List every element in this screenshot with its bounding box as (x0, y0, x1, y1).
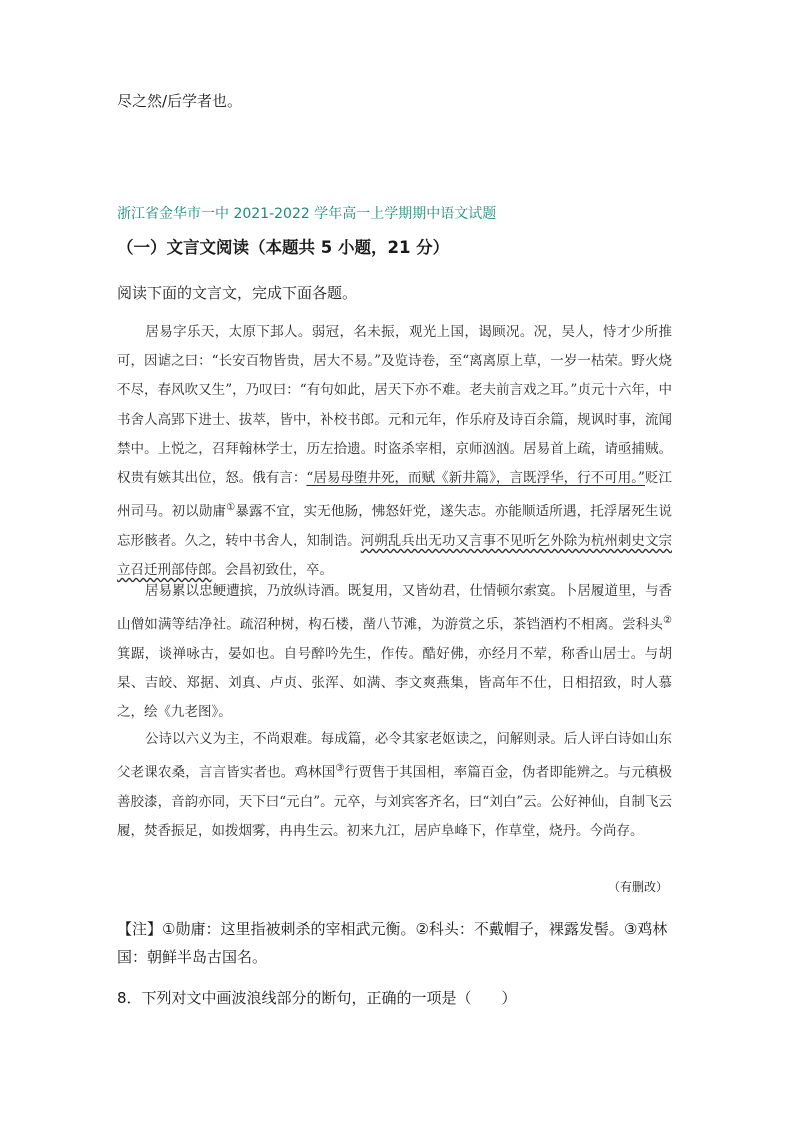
passage-text: 公诗以六义为主，不尚艰难。每成篇，必令其家老妪读之，问解则录。后人评白诗如山东父老课农桑，言言皆实者也。鸡林国 (117, 731, 672, 781)
passage-paragraph-3 (117, 725, 672, 846)
passage-text: 居易累以忠鲠遭摈，乃放纵诗酒。既复用，又皆幼君，仕情顿尔索寞。卜居履道里，与香山僧如满等结净社。疏沼种树，构石楼，凿八节滩，为游赏之乐，茶铛酒杓不相离。尝科头 (117, 583, 672, 633)
reading-instruction: 阅读下面的文言文，完成下面各题。 (117, 284, 358, 302)
passage-paragraph-1 (117, 318, 672, 585)
passage-paragraph-2 (117, 577, 672, 728)
abridged-note: （有删改） (607, 880, 668, 894)
passage-text: 居易字乐天，太原下邽人。弱冠，名未振，观光上国，谒顾况。况，吴人，恃才少所推可，因谑之曰：“长安百物皆贵，居大不易。”及览诗卷，至“离离原上草，一岁一枯荣。野火烧不尽，春风吹又生”，乃叹曰：“有句如此，居天下亦不难。老夫前言戏之耳。”贞元十六年，中书舍人高郢下进士、拔萃，皆中，补校书郎。元和元年，作乐府及诗百余篇，规讽时事，流闻禁中。上悦之，召拜翰林学士，历左拾遗。时盗杀宰相，京师汹汹。居易首上疏，请亟捕贼。权贵有嫉其出位，怒。俄有言： (117, 324, 672, 487)
section-title: （一）文言文阅读（本题共 5 小题，21 分） (117, 238, 450, 257)
underlined-quote: “居易母堕井死，而赋《新井篇》，言既浮华，行不可用。” (306, 470, 645, 487)
passage-text: 暴露不宜，实无他肠，怫怒奸党，遂失志。亦能顺适所遇，托浮屠死生说忘形骸者。久之，转中书舍人，知制诰。 (117, 503, 673, 549)
passage-text: 。会昌初致仕，卒。 (211, 562, 333, 579)
footnote-annotation: 【注】①勋庸：这里指被刺杀的宰相武元衡。②科头：不戴帽子，裸露发髻。③鸡林国：朝鲜半岛古国名。 (117, 920, 668, 966)
passage-text: 箕踞，谈禅咏古，晏如也。自号醉吟先生，作传。酷好佛，亦经月不荤，称香山居士。与胡杲、吉皎、郑据、刘真、卢贞、张浑、如满、李文爽燕集，皆高年不仕，日相招致，时人慕之，绘《九老图》。 (117, 645, 672, 721)
passage-text: 行贾售于其国相，率篇百金，伪者即能辨之。与元稹极善胶漆，音韵亦同，天下曰“元白”。元卒，与刘宾客齐名，曰“刘白”云。公好神仙，自制飞云履，焚香振足，如拨烟雾，冉冉生云。初来九江，居庐阜峰下，作草堂，烧丹。今尚存。 (117, 764, 673, 840)
passage-text: 贬江州司马。初以勋庸 (117, 470, 673, 520)
question-8: 8．下列对文中画波浪线部分的断句，正确的一项是（ ） (117, 989, 517, 1007)
exam-source-heading: 浙江省金华市一中 2021-2022 学年高一上学期期中语文试题 (117, 206, 497, 222)
note-marker-2: ② (663, 615, 672, 627)
note-marker-1: ① (226, 502, 236, 514)
wavy-underlined-sentence: 河朔乱兵出无功又言事不见听乞外除为杭州刺史文宗立召迁刑部侍郎 (117, 532, 673, 579)
previous-answer-fragment: 尽之然/后学者也。 (117, 92, 243, 110)
note-marker-3: ③ (335, 763, 345, 775)
